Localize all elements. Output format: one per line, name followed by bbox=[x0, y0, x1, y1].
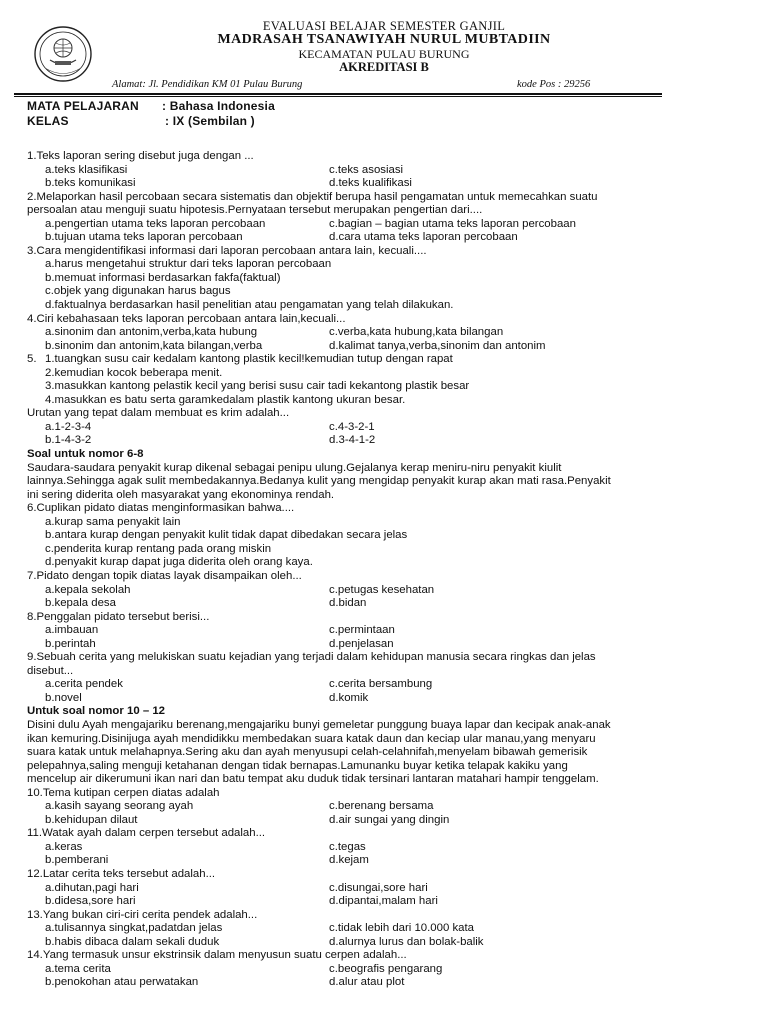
option-left: a.keras bbox=[45, 840, 83, 853]
option-row bbox=[27, 340, 677, 354]
option-row bbox=[27, 164, 677, 178]
question-line: 6.Cuplikan pidato diatas menginformasikan bahwa.... bbox=[27, 502, 295, 515]
question-line: Saudara-saudara penyakit kurap dikenal sebagai penipu ulung.Gejalanya kerap meniru-niru penyakit kiulit bbox=[27, 461, 562, 474]
option-line: 4.masukkan es batu serta garamkedalam plastik kantong ukuran besar. bbox=[45, 393, 406, 406]
class-value: : IX (Sembilan ) bbox=[165, 114, 255, 128]
option-line: b.memuat informasi berdasarkan fakfa(faktual) bbox=[45, 271, 281, 284]
school-address: Alamat: Jl. Pendidikan KM 01 Pulau Burung bbox=[112, 79, 303, 90]
option-right: c.4-3-2-1 bbox=[329, 420, 375, 433]
question-list bbox=[27, 150, 677, 990]
option-line: d.penyakit kurap dapat juga diderita oleh orang kaya. bbox=[45, 556, 313, 569]
question-line: persoalan atau menguji suatu hipotesis.Pernyataan tersebut merupakan pengertian dari.... bbox=[27, 204, 483, 217]
option-row bbox=[27, 177, 677, 191]
option-right: d.kejam bbox=[329, 854, 369, 867]
option-right: d.kalimat tanya,verba,sinonim dan antonim bbox=[329, 339, 546, 352]
question-line: 9.Sebuah cerita yang melukiskan suatu kejadian yang terjadi dalam kehidupan manusia secara ringkas dan jelas bbox=[27, 651, 596, 664]
header-divider bbox=[14, 93, 662, 95]
option-right: c.cerita bersambung bbox=[329, 678, 433, 691]
option-left: a.kepala sekolah bbox=[45, 583, 131, 596]
option-left: a.pengertian utama teks laporan percobaan bbox=[45, 217, 266, 230]
option-left: b.pemberani bbox=[45, 854, 109, 867]
option-left: a.cerita pendek bbox=[45, 678, 123, 691]
exam-title: EVALUASI BELAJAR SEMESTER GANJIL bbox=[262, 19, 506, 33]
option-right: d.alurnya lurus dan bolak-balik bbox=[329, 935, 484, 948]
option-row bbox=[27, 624, 677, 638]
question-text: 1.tuangkan susu cair kedalam kantong plastik kecil!kemudian tutup dengan rapat bbox=[45, 353, 453, 366]
question-line: 10.Tema kutipan cerpen diatas adalah bbox=[27, 786, 220, 799]
option-right: d.bidan bbox=[329, 597, 367, 610]
question-line: mencelup air dikerumuni ikan nari dan batu tempat aku duduk tidak tersinari lantaran matahari hampir tenggelam. bbox=[27, 773, 599, 786]
option-left: b.novel bbox=[45, 691, 82, 704]
question-line: Disini dulu Ayah mengajariku berenang,mengajariku bunyi gemeletar punggung buaya lapar dan kecipak anak-anak bbox=[27, 718, 611, 731]
section-heading: Soal untuk nomor 6-8 bbox=[27, 448, 144, 461]
accreditation: AKREDITASI B bbox=[339, 60, 429, 74]
question-line: 12.Latar cerita teks tersebut adalah... bbox=[27, 867, 216, 880]
option-row bbox=[27, 638, 677, 652]
option-line: c.objek yang digunakan harus bagus bbox=[45, 285, 231, 298]
option-left: b.didesa,sore hari bbox=[45, 895, 136, 908]
option-line: c.penderita kurap rentang pada orang miskin bbox=[45, 542, 272, 555]
option-line: 3.masukkan kantong pelastik kecil yang berisi susu cair tadi kekantong plastik besar bbox=[45, 380, 470, 393]
option-left: b.teks komunikasi bbox=[45, 177, 136, 190]
option-left: a.kasih sayang seorang ayah bbox=[45, 800, 194, 813]
option-right: c.permintaan bbox=[329, 624, 395, 637]
question-line: 14.Yang termasuk unsur ekstrinsik dalam menyusun suatu cerpen adalah... bbox=[27, 949, 407, 962]
option-row bbox=[27, 922, 677, 936]
option-right: d.penjelasan bbox=[329, 637, 394, 650]
option-right: d.teks kualifikasi bbox=[329, 177, 412, 190]
question-line: ini sering diderita oleh masyarakat yang ekonominya rendah. bbox=[27, 488, 335, 501]
option-line: a.harus mengetahui struktur dari teks laporan percobaan bbox=[45, 258, 332, 271]
option-right: d.3-4-1-2 bbox=[329, 434, 376, 447]
question-line: 8.Penggalan pidato tersebut berisi... bbox=[27, 610, 210, 623]
option-right: c.petugas kesehatan bbox=[329, 583, 435, 596]
option-row bbox=[27, 597, 677, 611]
postal-code: kode Pos : 29256 bbox=[517, 79, 591, 90]
option-left: a.teks klasifikasi bbox=[45, 163, 128, 176]
option-right: d.air sungai yang dingin bbox=[329, 813, 450, 826]
question-line: 1.Teks laporan sering disebut juga dengan ... bbox=[27, 150, 254, 162]
option-right: d.komik bbox=[329, 691, 369, 704]
option-row bbox=[27, 584, 677, 598]
option-row bbox=[27, 218, 677, 232]
question-line: 3.Cara mengidentifikasi informasi dari laporan percobaan antara lain, kecuali.... bbox=[27, 244, 427, 257]
option-right: c.disungai,sore hari bbox=[329, 881, 428, 894]
option-left: a.sinonim dan antonim,verba,kata hubung bbox=[45, 326, 258, 339]
option-left: b.sinonim dan antonim,kata bilangan,verba bbox=[45, 339, 263, 352]
question-line: 11.Watak ayah dalam cerpen tersebut adalah... bbox=[27, 827, 266, 840]
question-line: disebut... bbox=[27, 664, 74, 677]
section-heading: Untuk soal nomor 10 – 12 bbox=[27, 705, 165, 718]
question-line: 13.Yang bukan ciri-ciri cerita pendek adalah... bbox=[27, 908, 258, 921]
option-row bbox=[27, 800, 677, 814]
option-line: 2.kemudian kocok beberapa menit. bbox=[45, 366, 223, 379]
option-left: b.kepala desa bbox=[45, 597, 116, 610]
option-row bbox=[27, 326, 677, 340]
option-right: d.dipantai,malam hari bbox=[329, 895, 438, 908]
question-line: suara katak untuk melahapnya.Sering aku dan ayah menyusupi celah-celahnifah,menyelam bibawah gemerisik bbox=[27, 746, 588, 759]
option-line: b.antara kurap dengan penyakit kulit tidak dapat dibedakan secara jelas bbox=[45, 529, 408, 542]
option-left: b.tujuan utama teks laporan percobaan bbox=[45, 231, 243, 244]
option-left: b.1-4-3-2 bbox=[45, 434, 92, 447]
option-left: b.kehidupan dilaut bbox=[45, 813, 138, 826]
question-line: ikan kemuring.Disinijuga ayah mendidikku membedakan suara katak daun dan keciap ular manau,yang menyaru bbox=[27, 732, 596, 745]
option-row bbox=[27, 678, 677, 692]
option-row bbox=[27, 841, 677, 855]
option-row bbox=[27, 231, 677, 245]
subject-value: : Bahasa Indonesia bbox=[162, 99, 275, 113]
option-left: a.tema cerita bbox=[45, 962, 111, 975]
header-divider-thin bbox=[14, 96, 662, 97]
option-left: a.1-2-3-4 bbox=[45, 420, 92, 433]
option-right: c.teks asosiasi bbox=[329, 163, 404, 176]
option-right: c.beografis pengarang bbox=[329, 962, 443, 975]
option-right: c.verba,kata hubung,kata bilangan bbox=[329, 326, 504, 339]
class-label: KELAS bbox=[27, 114, 69, 128]
option-left: b.penokohan atau perwatakan bbox=[45, 976, 199, 989]
question-line: 2.Melaporkan hasil percobaan secara sistematis dan objektif berupa hasil pengamatan untuk memecahkan suatu bbox=[27, 190, 598, 203]
option-right: c.bagian – bagian utama teks laporan percobaan bbox=[329, 217, 576, 230]
option-row bbox=[27, 895, 677, 909]
option-row bbox=[27, 963, 677, 977]
option-right: c.tidak lebih dari 10.000 kata bbox=[329, 922, 475, 935]
subject-label: MATA PELAJARAN bbox=[27, 99, 139, 113]
school-name: MADRASAH TSANAWIYAH NURUL MUBTADIIN bbox=[217, 32, 551, 47]
option-line: d.faktualnya berdasarkan hasil penelitian atau pengamatan yang telah dilakukan. bbox=[45, 299, 454, 312]
question-line: Urutan yang tepat dalam membuat es krim adalah... bbox=[27, 407, 290, 420]
option-row bbox=[27, 421, 677, 435]
option-row bbox=[27, 976, 677, 990]
question-line bbox=[27, 353, 677, 367]
question-line: 7.Pidato dengan topik diatas layak disampaikan oleh... bbox=[27, 569, 302, 582]
question-line: lainnya.Sehingga agak sulit membedakannya.Bedanya kulit yang mengidap penyakit kurap akan mati rasa.Penyakit bbox=[27, 475, 611, 488]
option-left: a.dihutan,pagi hari bbox=[45, 881, 139, 894]
option-row bbox=[27, 936, 677, 950]
option-row bbox=[27, 882, 677, 896]
option-row bbox=[27, 814, 677, 828]
question-number: 5. bbox=[27, 353, 37, 366]
option-row bbox=[27, 692, 677, 706]
option-right: c.tegas bbox=[329, 840, 366, 853]
question-line: 4.Ciri kebahasaan teks laporan percobaan antara lain,kecuali... bbox=[27, 312, 346, 325]
option-left: a.imbauan bbox=[45, 624, 99, 637]
option-line: a.kurap sama penyakit lain bbox=[45, 515, 181, 528]
option-right: d.alur atau plot bbox=[329, 976, 405, 989]
option-left: b.habis dibaca dalam sekali duduk bbox=[45, 935, 220, 948]
district-name: KECAMATAN PULAU BURUNG bbox=[298, 47, 470, 61]
option-right: c.berenang bersama bbox=[329, 800, 434, 813]
option-row bbox=[27, 434, 677, 448]
option-left: a.tulisannya singkat,padatdan jelas bbox=[45, 922, 223, 935]
option-row bbox=[27, 854, 677, 868]
option-left: b.perintah bbox=[45, 637, 96, 650]
option-right: d.cara utama teks laporan percobaan bbox=[329, 231, 518, 244]
question-line: pelepahnya,saling menguji ketahanan dengan tidak bernapas.Lamunanku buyar ketika telapak kakiku yang bbox=[27, 759, 568, 772]
